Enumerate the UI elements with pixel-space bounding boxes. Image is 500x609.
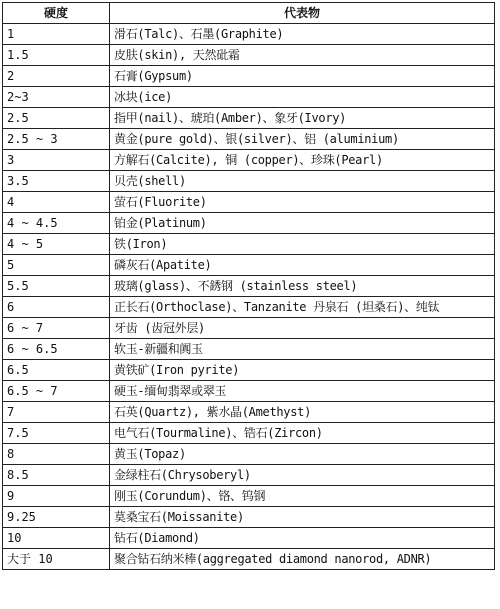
- table-row: [3, 381, 495, 402]
- hardness-cell: 5.5: [3, 276, 110, 297]
- representative-cell: 金绿柱石(Chrysoberyl): [110, 465, 495, 486]
- table-row: [3, 339, 495, 360]
- table-row: [3, 318, 495, 339]
- hardness-cell: 7: [3, 402, 110, 423]
- hardness-cell: 6: [3, 297, 110, 318]
- table-row: [3, 234, 495, 255]
- representative-cell: 黄铁矿(Iron pyrite): [110, 360, 495, 381]
- representative-cell: 滑石(Talc)、石墨(Graphite): [110, 24, 495, 45]
- hardness-cell: 8: [3, 444, 110, 465]
- table-row: [3, 444, 495, 465]
- hardness-cell: 3: [3, 150, 110, 171]
- hardness-table: [2, 2, 495, 570]
- table-row: [3, 66, 495, 87]
- representative-cell: 电气石(Tourmaline)、锆石(Zircon): [110, 423, 495, 444]
- table-row: [3, 486, 495, 507]
- hardness-cell: 3.5: [3, 171, 110, 192]
- hardness-table-container: [2, 2, 494, 570]
- representative-cell: 皮肤(skin), 天然砒霜: [110, 45, 495, 66]
- table-row: [3, 255, 495, 276]
- hardness-cell: 9.25: [3, 507, 110, 528]
- header-representative: 代表物: [110, 3, 495, 24]
- hardness-cell: 4: [3, 192, 110, 213]
- hardness-cell: 7.5: [3, 423, 110, 444]
- table-row: [3, 528, 495, 549]
- hardness-cell: 2~3: [3, 87, 110, 108]
- table-row: [3, 87, 495, 108]
- representative-cell: 正长石(Orthoclase)、Tanzanite 丹泉石 (坦桑石)、纯钛: [110, 297, 495, 318]
- table-row: [3, 549, 495, 570]
- representative-cell: 石膏(Gypsum): [110, 66, 495, 87]
- table-row: [3, 402, 495, 423]
- representative-cell: 莫桑宝石(Moissanite): [110, 507, 495, 528]
- hardness-cell: 6 ~ 7: [3, 318, 110, 339]
- table-row: [3, 45, 495, 66]
- table-row: [3, 24, 495, 45]
- table-row: [3, 171, 495, 192]
- table-row: [3, 150, 495, 171]
- representative-cell: 软玉-新疆和阗玉: [110, 339, 495, 360]
- hardness-cell: 6 ~ 6.5: [3, 339, 110, 360]
- hardness-cell: 10: [3, 528, 110, 549]
- representative-cell: 石英(Quartz), 紫水晶(Amethyst): [110, 402, 495, 423]
- table-row: [3, 213, 495, 234]
- hardness-cell: 2.5: [3, 108, 110, 129]
- hardness-cell: 1.5: [3, 45, 110, 66]
- hardness-cell: 2: [3, 66, 110, 87]
- hardness-cell: 2.5 ~ 3: [3, 129, 110, 150]
- representative-cell: 指甲(nail)、琥珀(Amber)、象牙(Ivory): [110, 108, 495, 129]
- hardness-cell: 1: [3, 24, 110, 45]
- hardness-cell: 8.5: [3, 465, 110, 486]
- representative-cell: 牙齿 (齿冠外层): [110, 318, 495, 339]
- representative-cell: 钻石(Diamond): [110, 528, 495, 549]
- table-row: [3, 360, 495, 381]
- representative-cell: 贝壳(shell): [110, 171, 495, 192]
- representative-cell: 萤石(Fluorite): [110, 192, 495, 213]
- representative-cell: 硬玉-缅甸翡翠或翠玉: [110, 381, 495, 402]
- table-row: [3, 129, 495, 150]
- representative-cell: 磷灰石(Apatite): [110, 255, 495, 276]
- representative-cell: 刚玉(Corundum)、铬、钨钢: [110, 486, 495, 507]
- table-row: [3, 507, 495, 528]
- representative-cell: 聚合钻石纳米棒(aggregated diamond nanorod, ADNR): [110, 549, 495, 570]
- hardness-cell: 5: [3, 255, 110, 276]
- hardness-cell: 4 ~ 5: [3, 234, 110, 255]
- table-row: [3, 108, 495, 129]
- representative-cell: 玻璃(glass)、不銹钢 (stainless steel): [110, 276, 495, 297]
- hardness-cell: 9: [3, 486, 110, 507]
- table-row: [3, 465, 495, 486]
- header-hardness: 硬度: [3, 3, 110, 24]
- table-row: [3, 297, 495, 318]
- representative-cell: 方解石(Calcite), 铜 (copper)、珍珠(Pearl): [110, 150, 495, 171]
- table-row: [3, 276, 495, 297]
- hardness-cell: 大于 10: [3, 549, 110, 570]
- hardness-cell: 6.5 ~ 7: [3, 381, 110, 402]
- representative-cell: 冰块(ice): [110, 87, 495, 108]
- header-row: [3, 3, 495, 24]
- table-row: [3, 192, 495, 213]
- representative-cell: 黄玉(Topaz): [110, 444, 495, 465]
- representative-cell: 黄金(pure gold)、银(silver)、铝 (aluminium): [110, 129, 495, 150]
- table-row: [3, 423, 495, 444]
- representative-cell: 铂金(Platinum): [110, 213, 495, 234]
- hardness-cell: 4 ~ 4.5: [3, 213, 110, 234]
- table-body: [3, 24, 495, 570]
- representative-cell: 铁(Iron): [110, 234, 495, 255]
- hardness-cell: 6.5: [3, 360, 110, 381]
